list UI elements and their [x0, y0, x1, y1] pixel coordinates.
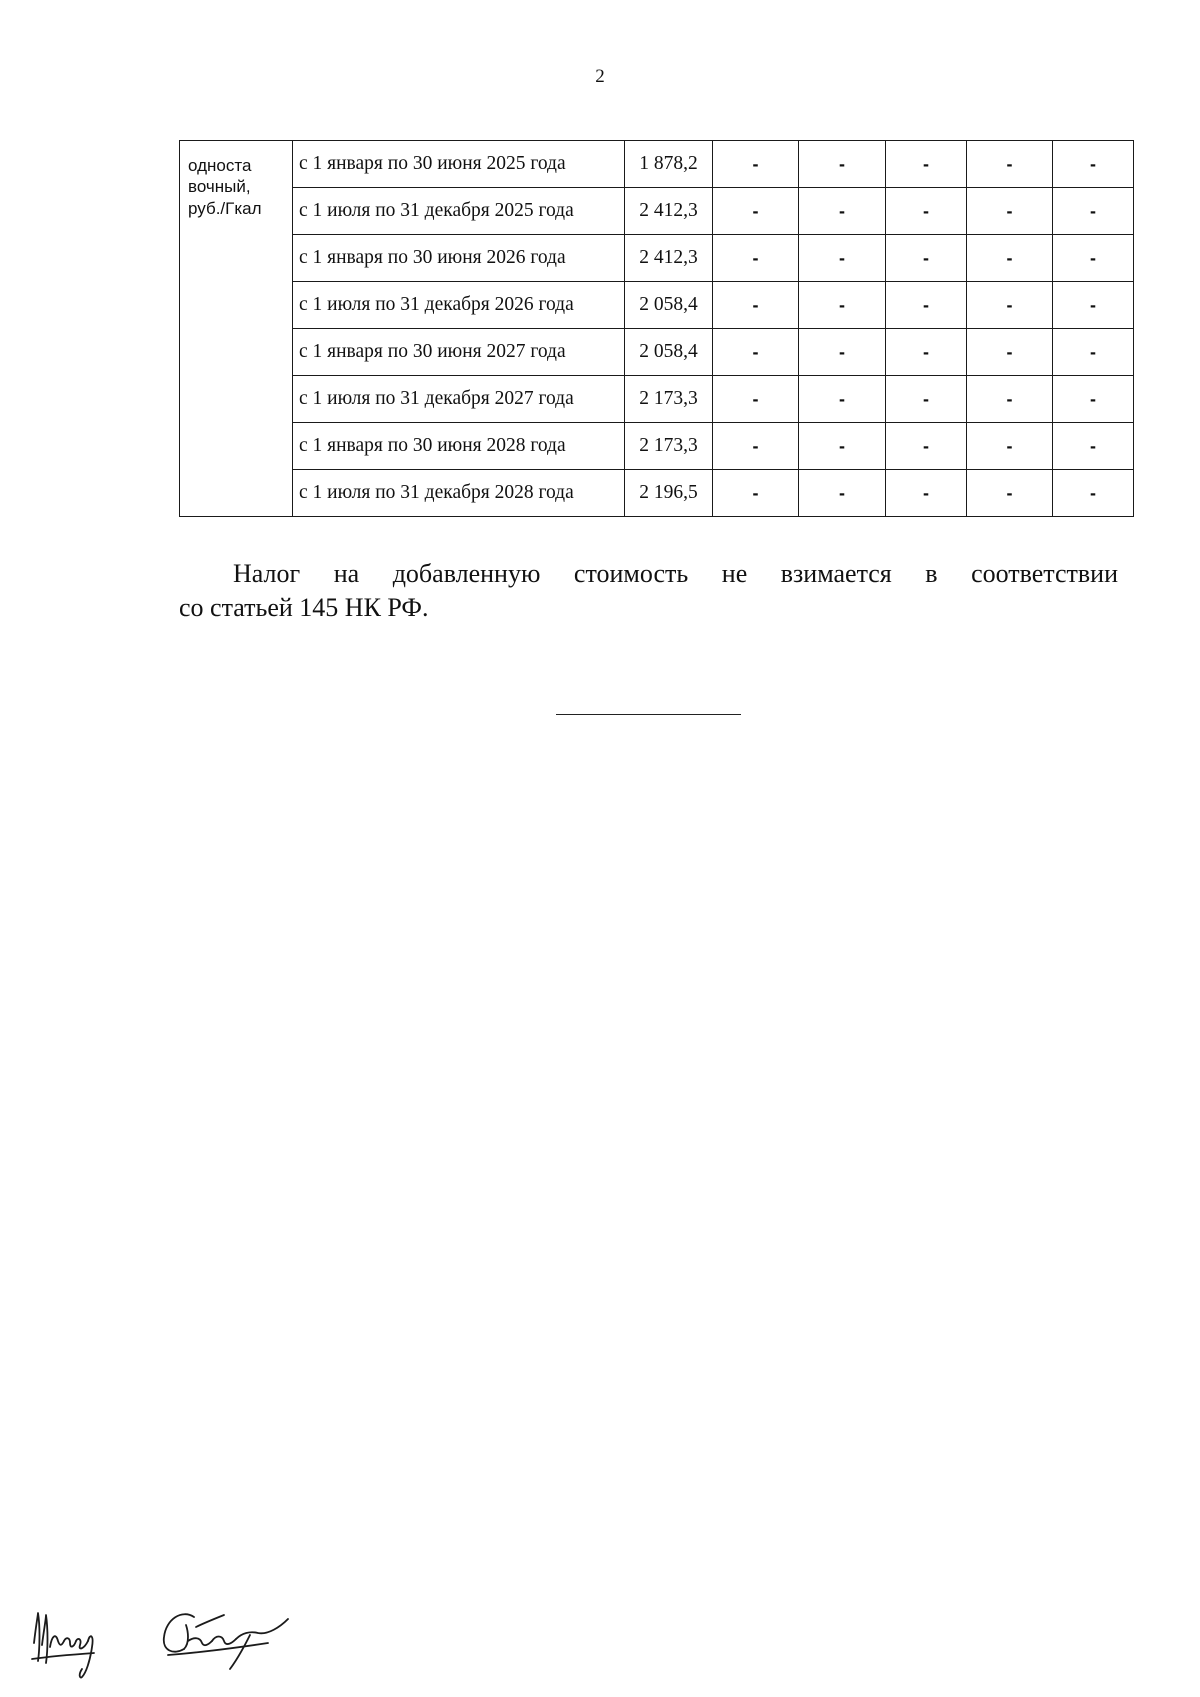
- table-row: [180, 141, 1134, 188]
- empty-value-cell: -: [1053, 470, 1134, 517]
- period-cell: с 1 июля по 31 декабря 2028 года: [293, 470, 625, 517]
- table-row: [180, 470, 1134, 517]
- handwritten-signatures: [18, 1585, 318, 1685]
- empty-value-cell: -: [799, 188, 886, 235]
- empty-value-cell: -: [886, 470, 967, 517]
- tariff-value-cell: 2 173,3: [625, 376, 713, 423]
- table-row: [180, 188, 1134, 235]
- tariff-value-cell: 2 058,4: [625, 329, 713, 376]
- empty-value-cell: -: [967, 376, 1053, 423]
- tariff-table-body: [180, 141, 1134, 517]
- empty-value-cell: -: [713, 470, 799, 517]
- tariff-value-cell: 2 173,3: [625, 423, 713, 470]
- category-cell: [180, 141, 293, 517]
- empty-value-cell: -: [886, 376, 967, 423]
- tariff-value-cell: 2 412,3: [625, 188, 713, 235]
- period-cell: с 1 января по 30 июня 2027 года: [293, 329, 625, 376]
- period-cell: с 1 января по 30 июня 2026 года: [293, 235, 625, 282]
- tariff-table: [179, 140, 1134, 517]
- vat-note-line-1: Налог на добавленную стоимость не взимается в соответствии: [233, 559, 1118, 588]
- empty-value-cell: -: [967, 188, 1053, 235]
- signature-first: [32, 1613, 94, 1678]
- empty-value-cell: -: [799, 329, 886, 376]
- empty-value-cell: -: [713, 235, 799, 282]
- empty-value-cell: -: [967, 235, 1053, 282]
- category-line: односта: [188, 156, 252, 175]
- empty-value-cell: -: [799, 235, 886, 282]
- table-row: [180, 282, 1134, 329]
- empty-value-cell: -: [1053, 376, 1134, 423]
- empty-value-cell: -: [713, 282, 799, 329]
- period-cell: с 1 января по 30 июня 2028 года: [293, 423, 625, 470]
- empty-value-cell: -: [799, 376, 886, 423]
- signature-second: [164, 1614, 288, 1669]
- empty-value-cell: -: [886, 423, 967, 470]
- table-row: [180, 329, 1134, 376]
- empty-value-cell: -: [713, 376, 799, 423]
- table-row: [180, 376, 1134, 423]
- empty-value-cell: -: [1053, 423, 1134, 470]
- tariff-value-cell: 2 196,5: [625, 470, 713, 517]
- empty-value-cell: -: [967, 282, 1053, 329]
- empty-value-cell: -: [799, 282, 886, 329]
- empty-value-cell: -: [1053, 188, 1134, 235]
- table-row: [180, 423, 1134, 470]
- empty-value-cell: -: [713, 423, 799, 470]
- empty-value-cell: -: [1053, 329, 1134, 376]
- period-cell: с 1 июля по 31 декабря 2025 года: [293, 188, 625, 235]
- tariff-value-cell: 2 058,4: [625, 282, 713, 329]
- period-cell: с 1 июля по 31 декабря 2027 года: [293, 376, 625, 423]
- empty-value-cell: -: [1053, 282, 1134, 329]
- empty-value-cell: -: [1053, 235, 1134, 282]
- empty-value-cell: -: [967, 423, 1053, 470]
- tariff-value-cell: 1 878,2: [625, 141, 713, 188]
- empty-value-cell: -: [886, 282, 967, 329]
- empty-value-cell: -: [799, 141, 886, 188]
- table-row: [180, 235, 1134, 282]
- empty-value-cell: -: [713, 141, 799, 188]
- period-cell: с 1 января по 30 июня 2025 года: [293, 141, 625, 188]
- empty-value-cell: -: [967, 470, 1053, 517]
- empty-value-cell: -: [967, 329, 1053, 376]
- page-number: 2: [595, 66, 605, 87]
- vat-note-line-2: со статьей 145 НК РФ.: [179, 593, 429, 622]
- empty-value-cell: -: [799, 423, 886, 470]
- empty-value-cell: -: [713, 188, 799, 235]
- tariff-value-cell: 2 412,3: [625, 235, 713, 282]
- empty-value-cell: -: [886, 188, 967, 235]
- empty-value-cell: -: [886, 329, 967, 376]
- empty-value-cell: -: [886, 141, 967, 188]
- end-of-document-rule: [556, 714, 741, 715]
- empty-value-cell: -: [1053, 141, 1134, 188]
- period-cell: с 1 июля по 31 декабря 2026 года: [293, 282, 625, 329]
- category-line: вочный,: [188, 177, 251, 197]
- category-line: руб./Гкал: [188, 198, 262, 218]
- empty-value-cell: -: [799, 470, 886, 517]
- vat-note: [179, 557, 1118, 625]
- empty-value-cell: -: [713, 329, 799, 376]
- empty-value-cell: -: [886, 235, 967, 282]
- empty-value-cell: -: [967, 141, 1053, 188]
